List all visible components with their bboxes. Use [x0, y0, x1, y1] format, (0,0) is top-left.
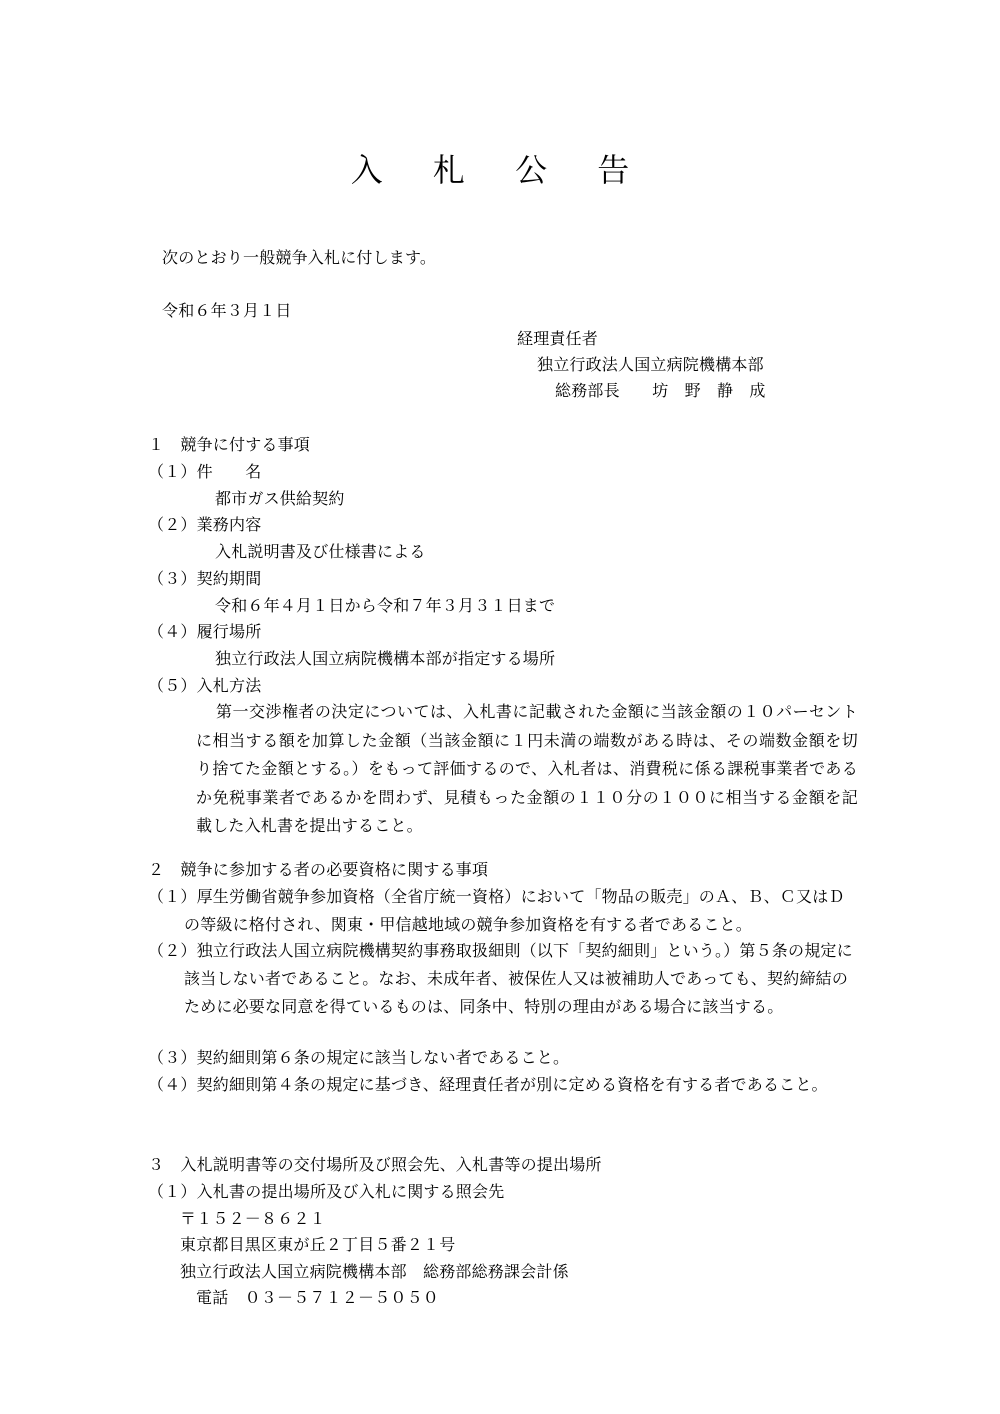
address: 東京都目黒区東が丘２丁目５番２１号	[180, 1235, 456, 1254]
item3-value: 令和６年４月１日から令和７年３月３１日まで	[215, 596, 556, 615]
issuer-name: 総務部長 坊 野 静 成	[555, 381, 766, 400]
phone-number: 電話 ０３－５７１２－５０５０	[196, 1288, 440, 1307]
section3-heading: ３ 入札説明書等の交付場所及び照会先、入札書等の提出場所	[148, 1155, 602, 1174]
item5-label: （５）入札方法	[148, 676, 262, 695]
page-title: 入 札 公 告	[350, 151, 650, 189]
announcement-date: 令和６年３月１日	[162, 301, 292, 320]
item4-label: （４）履行場所	[148, 622, 262, 641]
qualification-item-2: （２）独立行政法人国立病院機構契約事務取扱細則（以下「契約細則」という。）第５条の規定に該当しない者であること。なお、未成年者、被保佐人又は被補助人であっても、契約締結のために必要な同意を得ているものは、同条中、特別の理由がある場合に該当する。	[148, 941, 853, 1016]
contact-label: （１）入札書の提出場所及び入札に関する照会先	[148, 1182, 505, 1201]
issuer-role: 経理責任者	[517, 329, 599, 348]
postal-code: 〒１５２－８６２１	[180, 1209, 326, 1228]
item1-value: 都市ガス供給契約	[215, 489, 345, 508]
section2-heading: ２ 競争に参加する者の必要資格に関する事項	[148, 860, 489, 879]
item1-label: （１）件 名	[148, 462, 262, 481]
department: 独立行政法人国立病院機構本部 総務部総務課会計係	[180, 1262, 569, 1281]
qualification-item-4: （４）契約細則第４条の規定に基づき、経理責任者が別に定める資格を有する者であること。	[148, 1075, 828, 1094]
item4-value: 独立行政法人国立病院機構本部が指定する場所	[215, 649, 556, 668]
qualification-item-3: （３）契約細則第６条の規定に該当しない者であること。	[148, 1048, 570, 1067]
bidding-method-paragraph: 第一交渉権者の決定については、入札書に記載された金額に当該金額の１０パーセントに相当する額を加算した金額（当該金額に１円未満の端数がある時は、その端数金額を切り捨てた金額とする。）をもって評価するので、入札者は、消費税に係る課税事業者であるか免税事業者であるかを問わず、見積もった金額の１１０分の１００に相当する金額を記載した入札書を提出すること。	[196, 702, 858, 835]
item3-label: （３）契約期間	[148, 569, 262, 588]
qualification-item-1: （１）厚生労働省競争参加資格（全省庁統一資格）において「物品の販売」のＡ、Ｂ、Ｃ又はＤの等級に格付され、関東・甲信越地域の競争参加資格を有する者であること。	[148, 887, 845, 934]
item2-value: 入札説明書及び仕様書による	[215, 542, 426, 561]
intro-text: 次のとおり一般競争入札に付します。	[162, 248, 437, 267]
issuer-organization: 独立行政法人国立病院機構本部	[537, 355, 764, 374]
section1-heading: １ 競争に付する事項	[148, 435, 311, 454]
item2-label: （２）業務内容	[148, 515, 262, 534]
